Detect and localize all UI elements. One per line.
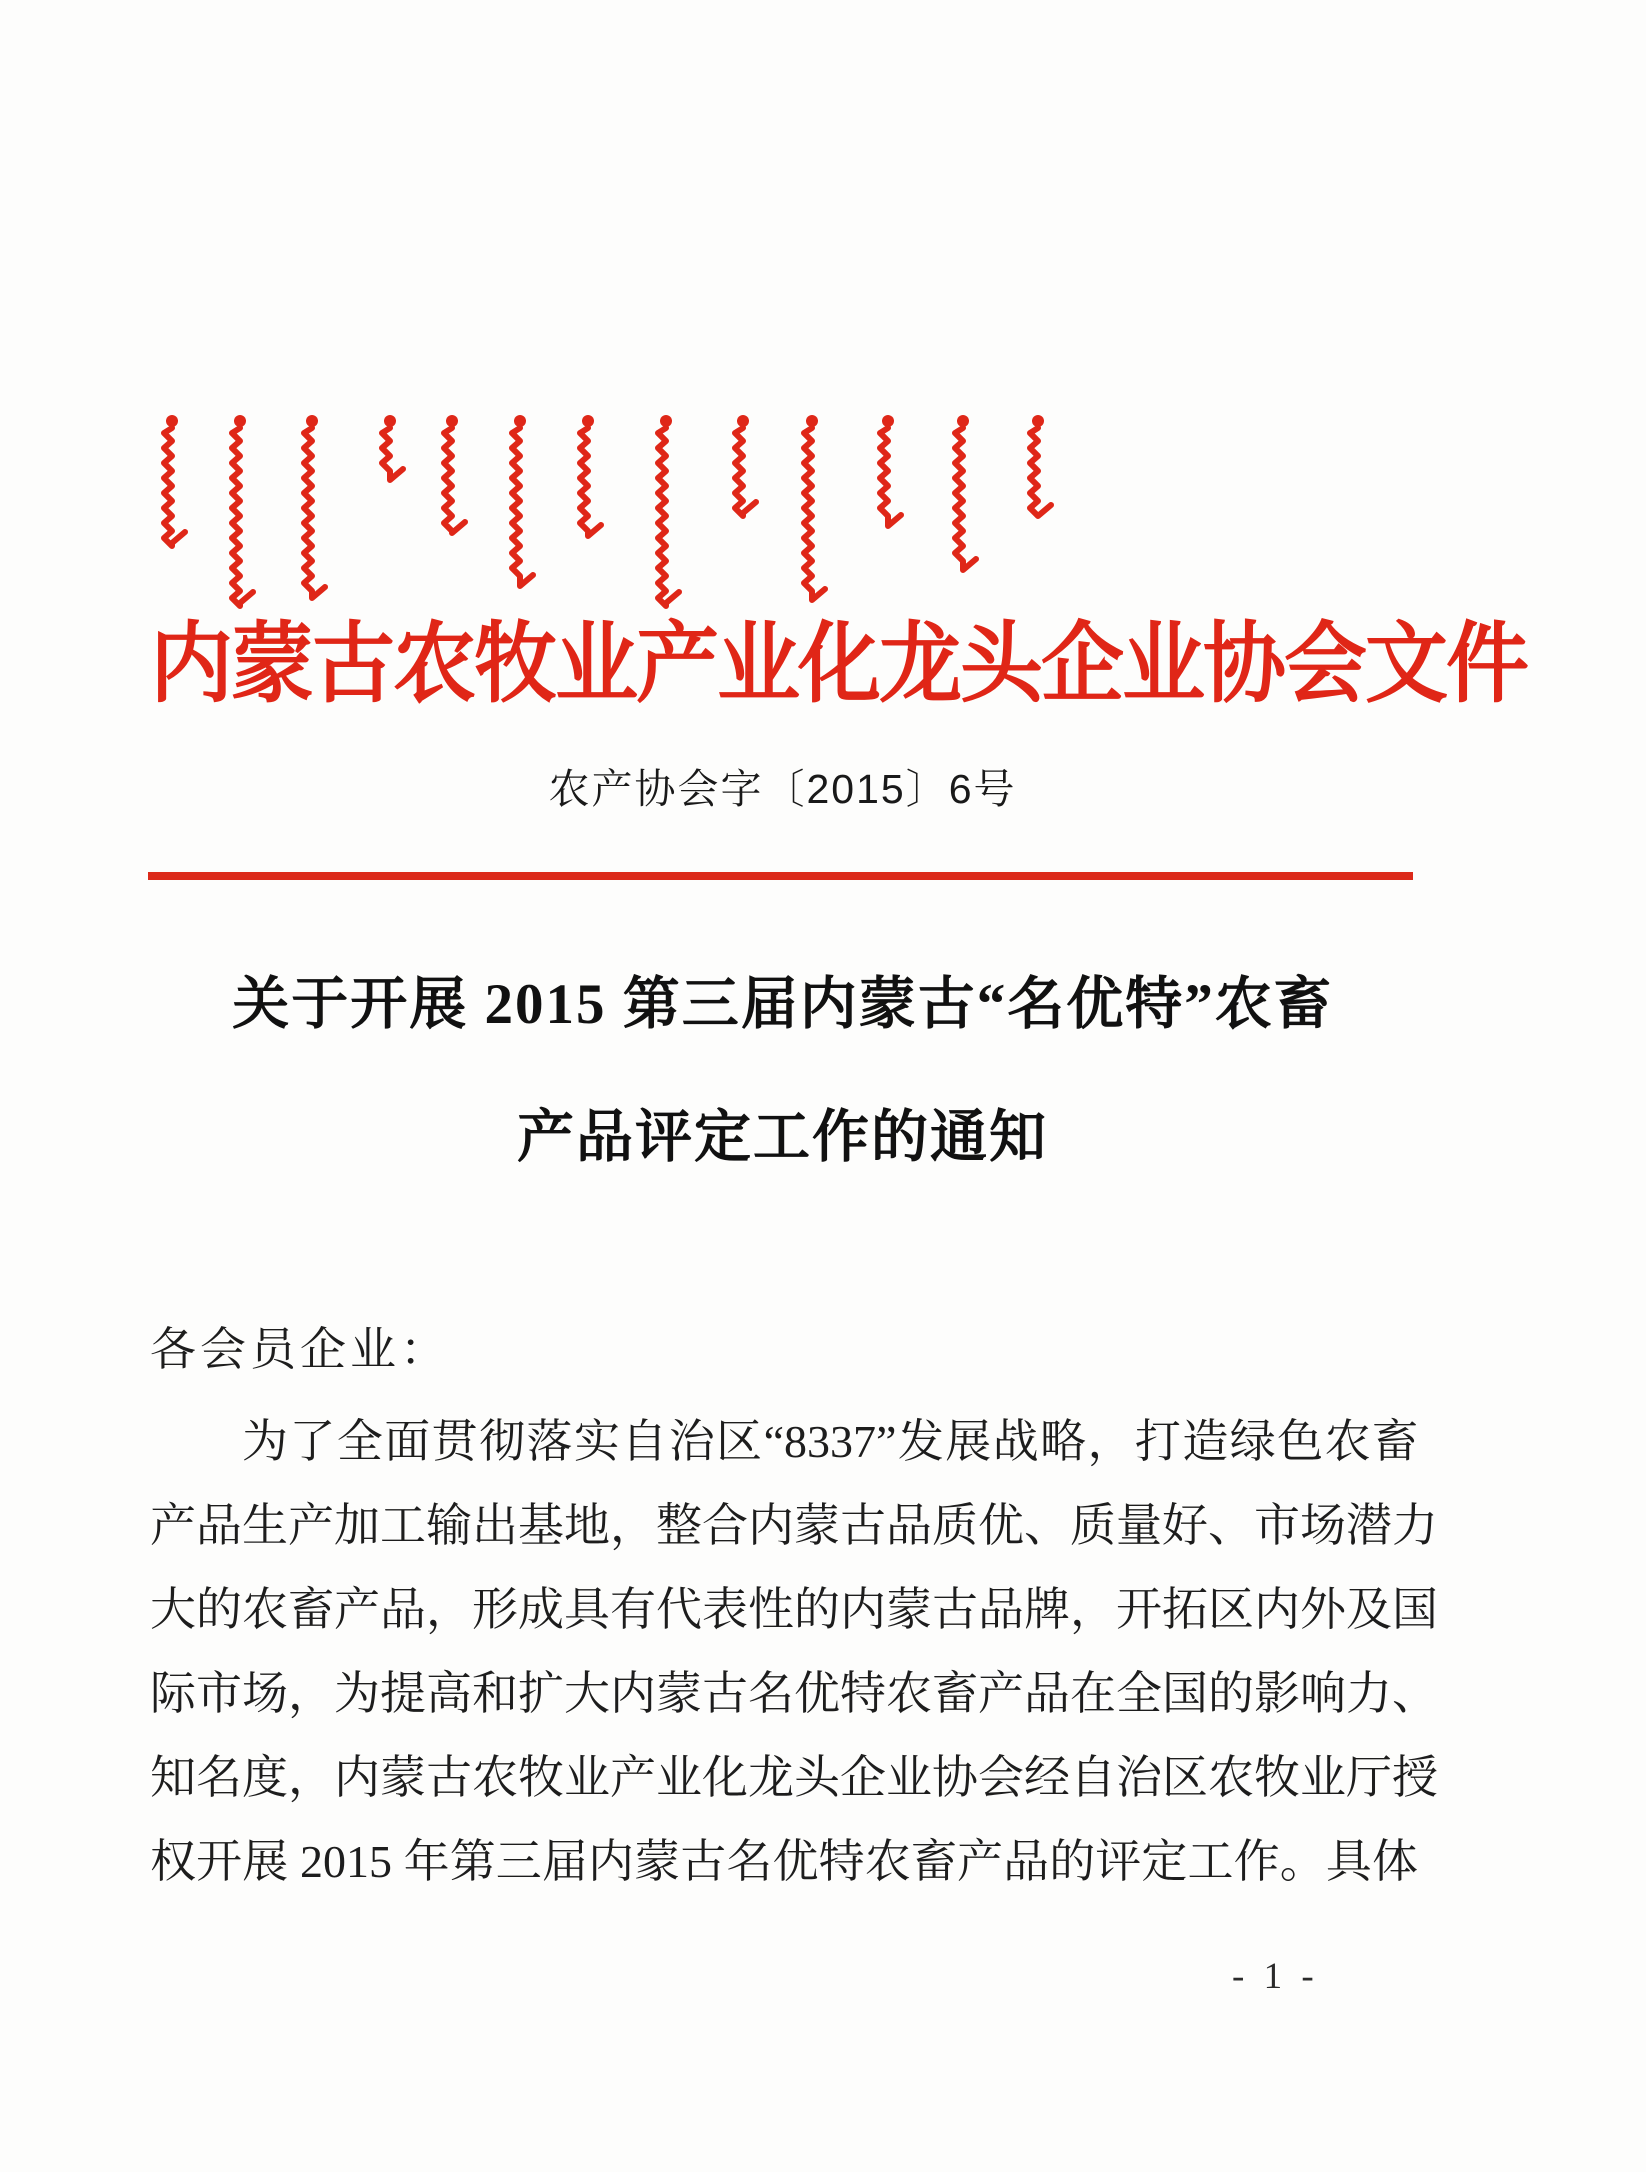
letterhead-banner-title: 内蒙古农牧业产业化龙头企业协会文件 bbox=[150, 615, 1527, 713]
salutation: 各会员企业： bbox=[150, 1324, 450, 1375]
body-line: 权开展 2015 年第三届内蒙古名优特农畜产品的评定工作。具体 bbox=[150, 1836, 1418, 1887]
body-text bbox=[150, 1300, 1438, 1904]
body-line: 际市场，为提高和扩大内蒙古名优特农畜产品在全国的影响力、 bbox=[150, 1668, 1438, 1719]
notice-title-line-2: 产品评定工作的通知 bbox=[517, 1106, 1048, 1169]
body-paragraph bbox=[150, 1400, 1438, 1904]
body-line: 产品生产加工输出基地，整合内蒙古品质优、质量好、市场潜力 bbox=[150, 1500, 1438, 1551]
document-number: 农产协会字〔2015〕6号 bbox=[548, 766, 1017, 812]
body-line: 为了全面贯彻落实自治区“8337”发展战略，打造绿色农畜 bbox=[242, 1416, 1418, 1467]
red-divider-rule bbox=[148, 872, 1413, 880]
notice-title-line-1: 关于开展 2015 第三届内蒙古“名优特”农畜 bbox=[232, 973, 1333, 1036]
page-number: - 1 - bbox=[1232, 1956, 1319, 1997]
notice-title bbox=[150, 938, 1415, 1204]
body-line: 大的农畜产品，形成具有代表性的内蒙古品牌，开拓区内外及国 bbox=[150, 1584, 1438, 1635]
body-line: 知名度，内蒙古农牧业产业化龙头企业协会经自治区农牧业厅授 bbox=[150, 1752, 1438, 1803]
